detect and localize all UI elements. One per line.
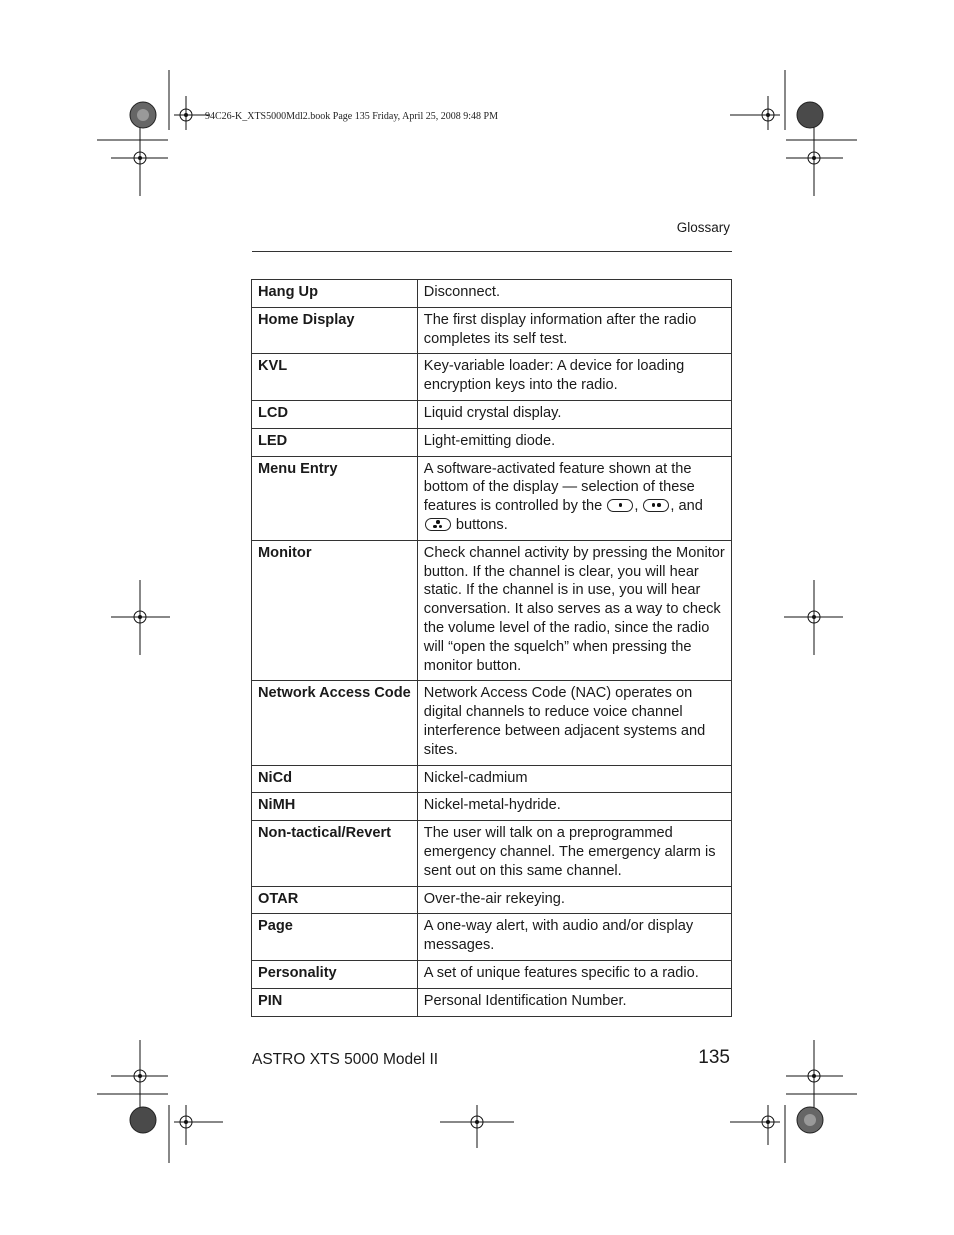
glossary-definition: Disconnect. <box>417 280 731 308</box>
menu-select-button-3-icon <box>425 518 451 531</box>
glossary-term: PIN <box>252 988 418 1016</box>
table-row <box>252 428 732 456</box>
table-row <box>252 540 732 681</box>
section-header: Glossary <box>676 220 730 235</box>
table-row <box>252 456 732 540</box>
glossary-definition: Liquid crystal display. <box>417 400 731 428</box>
glossary-term: LCD <box>252 400 418 428</box>
glossary-definition: Nickel-cadmium <box>417 765 731 793</box>
definition-text: , <box>634 498 643 515</box>
glossary-definition: A set of unique features specific to a radio. <box>417 960 731 988</box>
glossary-definition: The first display information after the radio completes its self test. <box>417 307 731 354</box>
definition-text: A software-activated feature shown at the bottom of the display — selection of these features is controlled by the <box>423 460 695 515</box>
glossary-term: Monitor <box>252 540 418 681</box>
table-row <box>252 988 732 1016</box>
glossary-table <box>251 279 732 1017</box>
glossary-term: OTAR <box>252 886 418 914</box>
table-row <box>252 886 732 914</box>
glossary-definition: A one-way alert, with audio and/or display messages. <box>417 914 731 961</box>
glossary-term: Menu Entry <box>252 456 418 540</box>
table-row <box>252 307 732 354</box>
glossary-term: Network Access Code <box>252 681 418 765</box>
glossary-term: NiCd <box>252 765 418 793</box>
glossary-term: Hang Up <box>252 280 418 308</box>
menu-select-button-2-icon <box>643 499 669 512</box>
glossary-definition <box>417 456 731 540</box>
glossary-definition: Personal Identification Number. <box>417 988 731 1016</box>
menu-select-button-1-icon <box>607 499 633 512</box>
page-number: 135 <box>698 1047 730 1068</box>
table-row <box>252 400 732 428</box>
definition-text: , and <box>670 498 703 515</box>
footer-product-name: ASTRO XTS 5000 Model II <box>252 1051 439 1068</box>
glossary-definition: Light-emitting diode. <box>417 428 731 456</box>
glossary-term: NiMH <box>252 793 418 821</box>
print-metadata: 94C26-K_XTS5000Mdl2.book Page 135 Friday, April 25, 2008 9:48 PM <box>205 111 498 122</box>
table-row <box>252 821 732 886</box>
header-divider <box>252 251 732 252</box>
table-row <box>252 280 732 308</box>
glossary-definition: Check channel activity by pressing the Monitor button. If the channel is clear, you will hear static. If the channel is in use, you will hear conversation. It also serves as a way to check the volume level of the radio, since the radio will “open the squelch” when pressing the monitor button. <box>417 540 731 681</box>
table-row <box>252 681 732 765</box>
glossary-term: LED <box>252 428 418 456</box>
table-row <box>252 765 732 793</box>
glossary-definition: The user will talk on a preprogrammed emergency channel. The emergency alarm is sent out on this same channel. <box>417 821 731 886</box>
glossary-term: Personality <box>252 960 418 988</box>
definition-text: buttons. <box>451 516 508 533</box>
glossary-definition: Key-variable loader: A device for loading encryption keys into the radio. <box>417 354 731 401</box>
glossary-definition: Over-the-air rekeying. <box>417 886 731 914</box>
glossary-definition: Network Access Code (NAC) operates on digital channels to reduce voice channel interference between adjacent systems and sites. <box>417 681 731 765</box>
table-row <box>252 354 732 401</box>
table-row <box>252 960 732 988</box>
glossary-term: KVL <box>252 354 418 401</box>
glossary-term: Non-tactical/Revert <box>252 821 418 886</box>
table-row <box>252 793 732 821</box>
table-row <box>252 914 732 961</box>
glossary-definition: Nickel-metal-hydride. <box>417 793 731 821</box>
glossary-term: Home Display <box>252 307 418 354</box>
glossary-term: Page <box>252 914 418 961</box>
